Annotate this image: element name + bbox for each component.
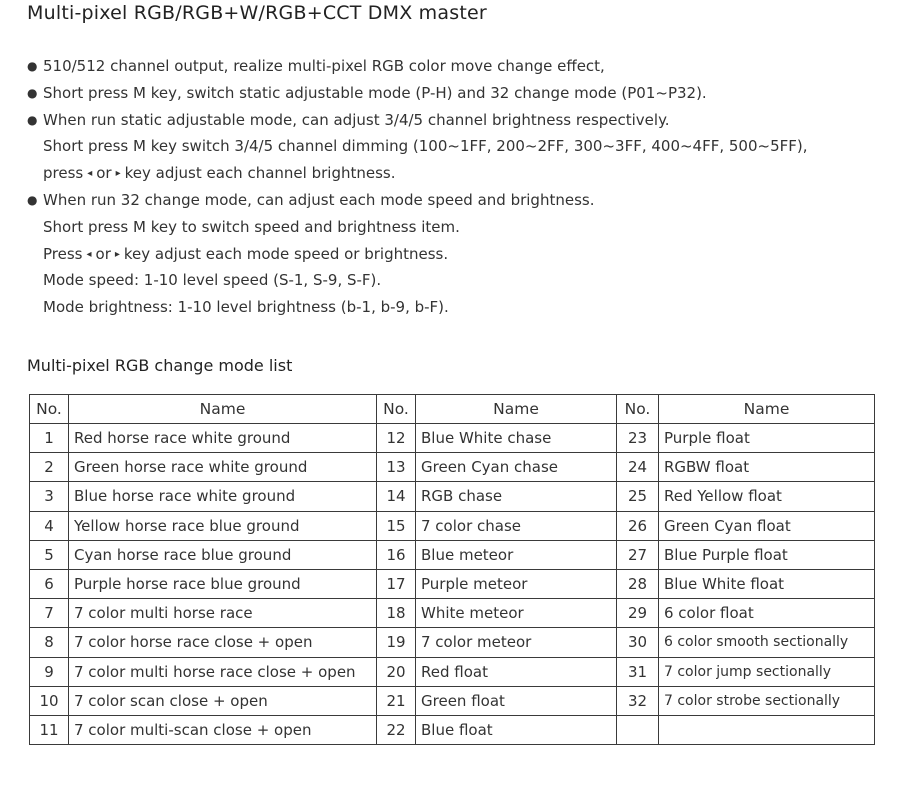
mode-number: 17: [377, 569, 416, 598]
mode-name: 6 color smooth sectionally: [659, 628, 875, 657]
column-header-name: Name: [416, 395, 617, 424]
mode-number: 12: [377, 424, 416, 453]
mode-name: Purple float: [659, 424, 875, 453]
description-line: [27, 241, 907, 268]
mode-name: Blue White chase: [416, 424, 617, 453]
mode-number: 20: [377, 657, 416, 686]
table-header-row: [30, 395, 875, 424]
mode-number: 25: [617, 482, 659, 511]
table-row: [30, 482, 875, 511]
mode-number: 11: [30, 715, 69, 744]
mode-name: RGBW float: [659, 453, 875, 482]
column-header-no: No.: [30, 395, 69, 424]
mode-number: 31: [617, 657, 659, 686]
mode-number: 1: [30, 424, 69, 453]
description-line: [27, 107, 907, 134]
mode-number: 18: [377, 599, 416, 628]
left-arrow-icon: ◂: [86, 248, 92, 260]
page-title: Multi-pixel RGB/RGB+W/RGB+CCT DMX master: [27, 2, 487, 24]
bullet-icon: ●: [27, 112, 38, 127]
mode-number: 5: [30, 540, 69, 569]
mode-list-body: [30, 424, 875, 745]
mode-name: Red horse race white ground: [69, 424, 377, 453]
mode-number: 32: [617, 686, 659, 715]
mode-number: 4: [30, 511, 69, 540]
description-line: [27, 80, 907, 107]
description-line: [27, 187, 907, 214]
table-row: [30, 686, 875, 715]
mode-name: RGB chase: [416, 482, 617, 511]
mode-name: Blue Purple float: [659, 540, 875, 569]
mode-number: 24: [617, 453, 659, 482]
table-row: [30, 599, 875, 628]
mode-name: 7 color multi horse race: [69, 599, 377, 628]
description-line: [27, 294, 907, 321]
mode-number: 3: [30, 482, 69, 511]
mode-number: 10: [30, 686, 69, 715]
description-text: key adjust each channel brightness.: [124, 164, 396, 183]
mode-number: 6: [30, 569, 69, 598]
mode-name: Red Yellow float: [659, 482, 875, 511]
mode-name: Blue White float: [659, 569, 875, 598]
right-arrow-icon: ▸: [115, 168, 121, 180]
description-text: Mode brightness: 1-10 level brightness (b-1, b-9, b-F).: [43, 298, 449, 317]
mode-name: 7 color jump sectionally: [659, 657, 875, 686]
mode-number: 7: [30, 599, 69, 628]
mode-name: Purple horse race blue ground: [69, 569, 377, 598]
description-text: Mode speed: 1-10 level speed (S-1, S-9, S-F).: [43, 271, 382, 290]
description-text: When run 32 change mode, can adjust each mode speed and brightness.: [43, 190, 595, 209]
table-row: [30, 569, 875, 598]
mode-name: Green horse race white ground: [69, 453, 377, 482]
feature-description: [27, 53, 907, 321]
description-line: [27, 267, 907, 294]
table-row: [30, 453, 875, 482]
bullet-icon: ●: [27, 59, 38, 73]
mode-number: 28: [617, 569, 659, 598]
mode-name: Cyan horse race blue ground: [69, 540, 377, 569]
mode-name: Green float: [416, 686, 617, 715]
description-text: Short press M key to switch speed and brightness item.: [43, 217, 460, 236]
mode-name: [659, 715, 875, 744]
mode-name: White meteor: [416, 599, 617, 628]
description-text: Short press M key, switch static adjustable mode (P-H) and 32 change mode (P01~P32).: [43, 83, 707, 102]
mode-number: 2: [30, 453, 69, 482]
mode-number: [617, 715, 659, 744]
mode-name: 7 color chase: [416, 511, 617, 540]
mode-list-table: [29, 394, 875, 745]
mode-name: Blue float: [416, 715, 617, 744]
description-text: 510/512 channel output, realize multi-pixel RGB color move change effect,: [43, 57, 605, 75]
mode-name: 6 color float: [659, 599, 875, 628]
mode-number: 19: [377, 628, 416, 657]
left-arrow-icon: ◂: [87, 168, 93, 180]
mode-name: 7 color scan close + open: [69, 686, 377, 715]
description-text: or: [96, 164, 112, 183]
column-header-name: Name: [659, 395, 875, 424]
mode-name: 7 color multi horse race close + open: [69, 657, 377, 686]
bullet-icon: ●: [27, 192, 38, 207]
mode-name: Blue meteor: [416, 540, 617, 569]
mode-name: 7 color meteor: [416, 628, 617, 657]
mode-number: 8: [30, 628, 69, 657]
mode-list-title: Multi-pixel RGB change mode list: [27, 356, 293, 375]
mode-number: 22: [377, 715, 416, 744]
bullet-icon: ●: [27, 85, 38, 100]
description-line: [27, 133, 907, 160]
mode-number: 30: [617, 628, 659, 657]
column-header-name: Name: [69, 395, 377, 424]
mode-number: 9: [30, 657, 69, 686]
table-row: [30, 715, 875, 744]
description-text: Press: [43, 244, 83, 263]
mode-name: 7 color multi-scan close + open: [69, 715, 377, 744]
description-line: [27, 160, 907, 187]
table-row: [30, 628, 875, 657]
table-row: [30, 540, 875, 569]
mode-number: 27: [617, 540, 659, 569]
mode-name: 7 color strobe sectionally: [659, 686, 875, 715]
mode-number: 15: [377, 511, 416, 540]
table-row: [30, 424, 875, 453]
mode-number: 13: [377, 453, 416, 482]
description-text: press: [43, 164, 84, 183]
mode-number: 16: [377, 540, 416, 569]
mode-number: 29: [617, 599, 659, 628]
table-row: [30, 657, 875, 686]
right-arrow-icon: ▸: [114, 248, 120, 260]
description-text: Short press M key switch 3/4/5 channel dimming (100~1FF, 200~2FF, 300~3FF, 400~4FF, 500~5FF),: [43, 137, 808, 156]
mode-number: 14: [377, 482, 416, 511]
description-text: key adjust each mode speed or brightness.: [123, 244, 449, 263]
column-header-no: No.: [377, 395, 416, 424]
mode-number: 23: [617, 424, 659, 453]
table-row: [30, 511, 875, 540]
mode-name: Purple meteor: [416, 569, 617, 598]
description-text: When run static adjustable mode, can adjust 3/4/5 channel brightness respectively.: [43, 110, 670, 129]
mode-name: Green Cyan float: [659, 511, 875, 540]
mode-name: 7 color horse race close + open: [69, 628, 377, 657]
description-text: or: [95, 244, 111, 263]
mode-name: Green Cyan chase: [416, 453, 617, 482]
mode-name: Yellow horse race blue ground: [69, 511, 377, 540]
mode-name: Red float: [416, 657, 617, 686]
mode-number: 21: [377, 686, 416, 715]
mode-number: 26: [617, 511, 659, 540]
description-line: [27, 214, 907, 241]
mode-name: Blue horse race white ground: [69, 482, 377, 511]
column-header-no: No.: [617, 395, 659, 424]
description-line: [27, 53, 907, 80]
